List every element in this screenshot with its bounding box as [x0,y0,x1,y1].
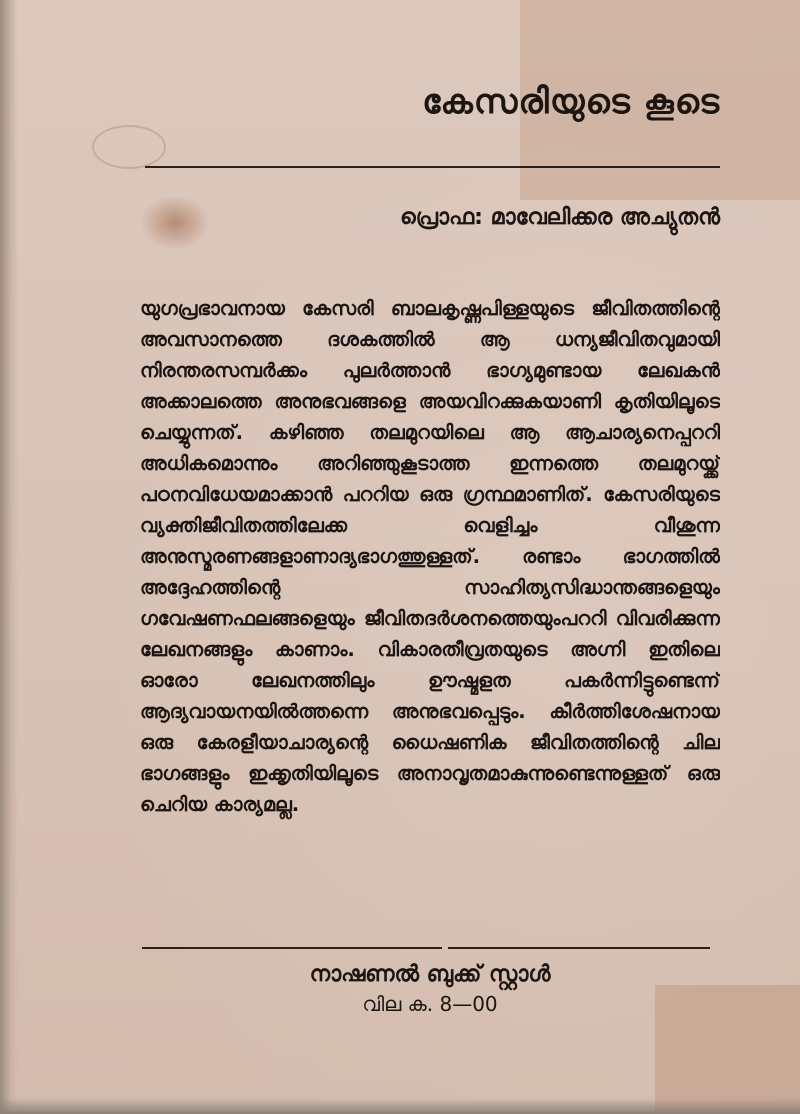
author-name: പ്രൊഫ: മാവേലിക്കര അച്യുതൻ [400,205,720,230]
book-title: കേസരിയുടെ കൂടെ [422,82,720,122]
book-description: യുഗപ്രഭാവനായ കേസരി ബാലകൃഷ്ണപിള്ളയുടെ ജീവിതത്തിന്റെ അവസാനത്തെ ദശകത്തിൽ ആ ധന്യജീവിതവുമായി നിരന്തരസമ്പർക്കം പുലർത്താൻ ഭാഗ്യമുണ്ടായ ലേഖകൻ അക്കാലത്തെ അനുഭവങ്ങളെ അയവിറക്കുകയാണി കൃതിയിലൂടെ ചെയ്യുന്നത്. കഴിഞ്ഞ തലമുറയിലെ ആ ആചാര്യനെപ്പററി അധികമൊന്നും അറിഞ്ഞുകൂടാത്ത ഇന്നത്തെ തലമുറയ്ക്ക് പഠനവിധേയമാക്കാൻ പററിയ ഒരു ഗ്രന്ഥമാണിത്. കേസരിയുടെ വ്യക്തിജീവിതത്തിലേക്ക വെളിച്ചം വീശുന്ന അനുസ്മരണങ്ങളാണാദ്യഭാഗത്തുള്ളത്. രണ്ടാം ഭാഗത്തിൽ അദ്ദേഹത്തിന്റെ സാഹിത്യസിദ്ധാന്തങ്ങളെയും ഗവേഷണഫലങ്ങളെയും ജീവിതദർശനത്തെയുംപററി വിവരിക്കുന്ന ലേഖനങ്ങളും കാണാം. വികാരതീവ്രതയുടെ അഗ്നി ഇതിലെ ഓരോ ലേഖനത്തിലും ഊഷ്മളത പകർന്നിട്ടുണ്ടെന്ന് ആദ്യവായനയിൽത്തന്നെ അനുഭവപ്പെടും. കീർത്തിശേഷനായ ഒരു കേരളീയാചാര്യന്റെ ധൈഷണിക ജീവിതത്തിന്റെ ചില ഭാഗങ്ങളും ഇക്കൃതിയിലൂടെ അനാവൃതമാകുന്നുണ്ടെന്നുള്ളത് ഒരു ചെറിയ കാര്യമല്ല. [140,297,720,816]
publisher-name: നാഷണൽ ബുക്ക് സ്റ്റാൾ [309,962,551,987]
price-label: വില ക. 8—00 [362,992,498,1016]
paper-stain [92,125,166,169]
footer-divider [448,947,710,949]
title-divider [145,166,720,168]
footer-divider [142,947,442,949]
page-edge-shadow [0,0,18,1114]
page-edge-shadow [0,1098,800,1114]
